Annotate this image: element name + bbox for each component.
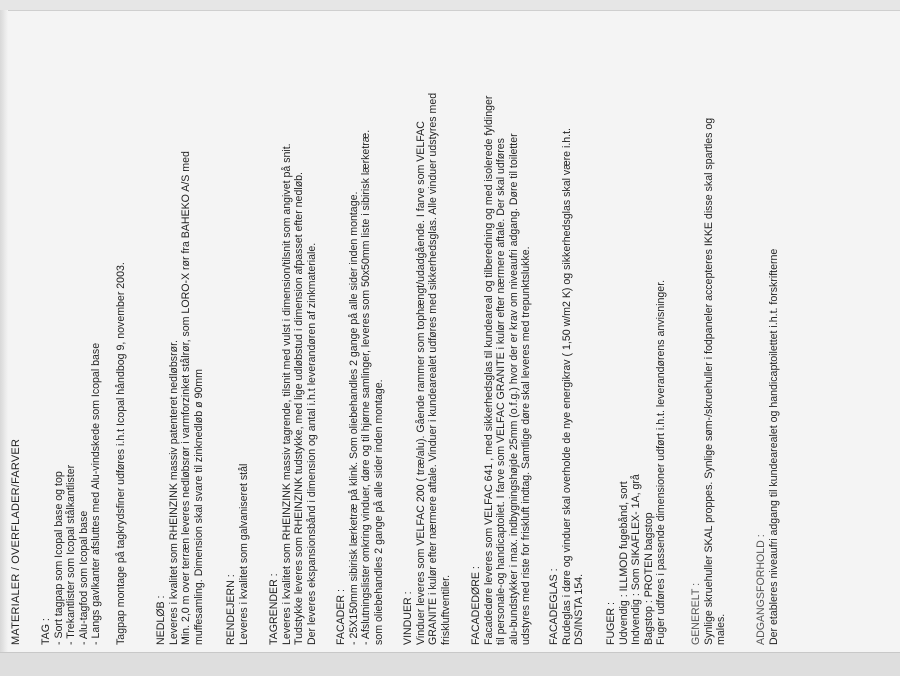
text-line: Facadedøre leveres som VELFAC 641 , med sikkerhedsglas til kundeareal og tilberedning og med isolerede fyldinger: [482, 95, 495, 645]
text-line: - Trekantlister som Icopal stålkantlister: [65, 464, 78, 645]
text-line: - Alu-tagfod som Icopal base: [77, 510, 90, 645]
section-title: FUGER :: [605, 602, 617, 645]
text-line: - Langs gavlkanter afsluttes med Alu-vindskede som Icopal base: [90, 342, 103, 645]
text-line: Tagpap montage på tagkrydsfiner udføres i.h.t Icopal håndbog 9, november 2003.: [114, 262, 127, 645]
section-title: TAG :: [40, 618, 52, 645]
section-rendejern: [225, 5, 250, 645]
section-facader: [335, 5, 385, 645]
text-line: DS/INSTA 154.: [573, 573, 586, 645]
text-line: GRANITE i kulør efter nærmere aftale. Vinduer i kundearealet udføres med sikkerhedsglas. Alle vinduer udstyres med: [427, 92, 440, 645]
text-line: som oliebehandles 2 gange på alle sider inden montage.: [372, 379, 385, 645]
section-generelt: [690, 5, 728, 645]
text-line: - Afslutningslister omkring vinduer, døre og til hjørne samlinger, leveres som 50x50mm liste i sibirisk lærketræ.: [360, 129, 373, 645]
text-line: til personale-og handicaptoilet. I farve som VELFAC GRANITE i kulør efter nærmere aftale. Der skal udføres: [495, 138, 508, 645]
scan-edge-bottom: [0, 652, 900, 676]
section-title: TAGRENDER :: [268, 573, 280, 645]
text-line: friskluftventiler.: [439, 574, 452, 645]
text-line: udstyres med riste for friskluft indtag. Samtlige døre skal leveres med trepunktslukke.: [520, 246, 533, 645]
section-facadedore: [470, 5, 533, 645]
section-tagrender: [268, 5, 318, 645]
text-line: Leveres i kvalitet som galvaniseret stål: [237, 463, 250, 645]
text-line: muffesamling. Dimension skal svare til zinknedløb ø 90mm: [192, 369, 205, 645]
section-fuger: [605, 5, 668, 645]
text-line: Udvendig : ILLMOD fugebånd, sort: [617, 481, 630, 645]
section-title: FACADEGLAS :: [548, 568, 560, 645]
section-title: NEDLØB :: [155, 595, 167, 645]
section-tag: [40, 5, 128, 645]
text-line: Leveres i kvalitet som RHEINZINK massiv tagrende, tilsnit med vulst i dimension/tilsnit som angivet på snit.: [280, 143, 293, 645]
text-line: Fuger udføres i passende dimensioner udført i.h.t. leverandørens anvisninger.: [655, 279, 668, 645]
scan-shadow: [0, 10, 8, 652]
text-line: Tudstykke leveres som RHEINZINK tudstykke, med lige udløbstud i dimension afpasset efter nedløb.: [293, 172, 306, 645]
section-facadeglas: [548, 5, 586, 645]
text-line: Der etableres niveaufri adgang til kundearealet og handicaptoilettet i.h.t. forskrifterne: [767, 248, 780, 645]
text-line: males.: [715, 613, 728, 645]
section-title: FACADER :: [335, 589, 347, 645]
section-title: RENDEJERN :: [225, 574, 237, 645]
text-line: Rudeglas i døre og vinduer skal overholde de nye energikrav ( 1,50 w/m2 K) og sikkerhedsglas skal være i.h.t.: [560, 128, 573, 645]
section-vinduer: [402, 5, 452, 645]
blank-line: [103, 5, 115, 645]
section-adgangsforhold: [755, 5, 780, 645]
text-line: - 25X150mm sibirisk lærketræ på klink. Som oliebehandles 2 gange på alle sider inden montage.: [347, 191, 360, 645]
text-line: - Sort tagpap som Icopal base og top: [52, 471, 65, 645]
section-title: GENERELT :: [690, 582, 702, 645]
section-title: FACADEDØRE :: [470, 566, 482, 645]
text-line: Bagstop : PROTEN bagstop: [642, 512, 655, 645]
text-line: Indvendig : Som SIKAFLEX- 1A, grå: [630, 474, 643, 645]
text-line: Min. 2,0 m over terræn leveres nedløbsrør i varmforzinket stålrør, som LORO-X rør fra BAHEKO A/S med: [180, 151, 193, 645]
section-nedlob: [155, 5, 205, 645]
text-line: Der leveres ekspansionsbånd i dimension og antal i.h.t leverandøren af zinkmateriale.: [305, 242, 318, 645]
section-title: VINDUER :: [402, 591, 414, 645]
document-heading: MATERIALER / OVERFLADER/FARVER: [10, 438, 22, 645]
text-line: Leveres i kvalitet som RHEINZINK massiv patenteret nedløbsrør.: [167, 340, 180, 645]
section-title: ADGANGSFORHOLD :: [755, 534, 767, 645]
text-line: Vinduer leveres som VELFAC 200 ( træ/alu). Gående rammer som tophængt/udadgående. I farve som VELFAC: [414, 121, 427, 645]
text-line: Synlige skruehuller SKAL proppes. Synlige søm-/skruehuller i fodpaneler accepteres IKKE disse skal spartles og: [702, 117, 715, 645]
text-line: alu-bundstykker i max. indbygningshøjde 25mm (o.f.g.) hvor der er krav om niveaufri adgang. Døre til toiletter: [507, 133, 520, 645]
rotated-document-page: [10, 5, 890, 645]
